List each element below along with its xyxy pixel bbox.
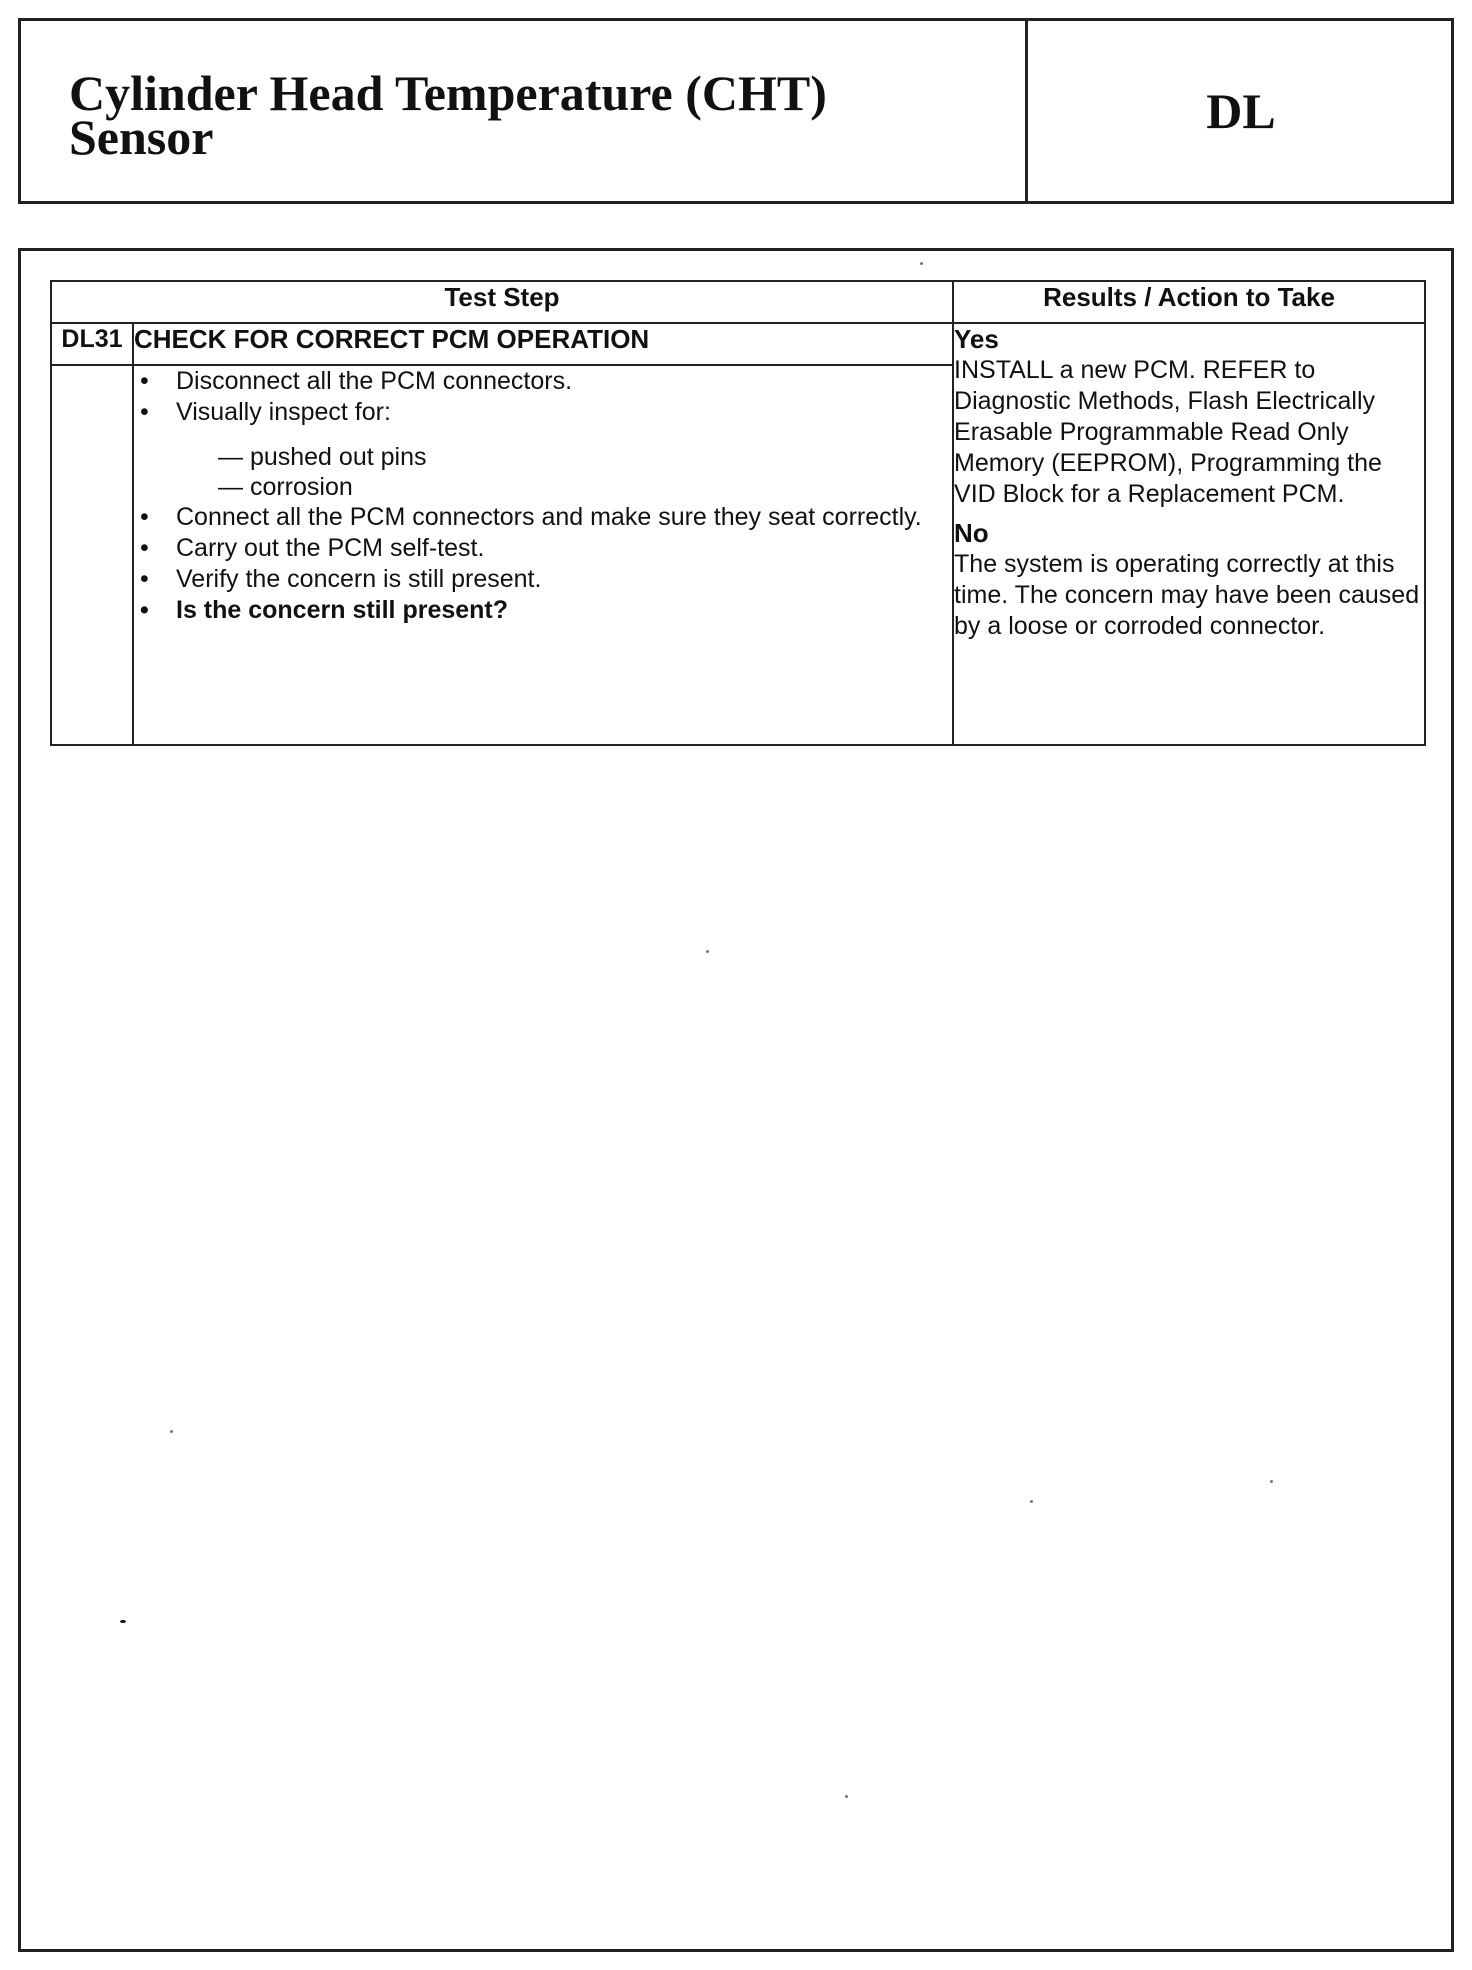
- title-line-2: Sensor: [69, 109, 214, 165]
- list-item: [134, 595, 952, 626]
- section-code: DL: [1206, 83, 1276, 139]
- scan-speck: [845, 1795, 848, 1798]
- bullet-glyph: •: [140, 503, 149, 531]
- bullet-glyph: •: [140, 367, 149, 395]
- yes-action: INSTALL a new PCM. REFER to Diagnostic Methods, Flash Electrically Erasable Programmable Read Only Memory (EEPROM), Programming the VID Block for a Replacement PCM.: [954, 356, 1382, 508]
- bullet-glyph: •: [140, 398, 149, 426]
- list-item: [134, 533, 952, 564]
- instruction-text: Visually inspect for:: [176, 398, 391, 426]
- step-heading-row: [51, 323, 1425, 365]
- bullet-glyph: •: [140, 596, 149, 624]
- scan-speck: [1030, 1500, 1033, 1503]
- results-cell: [953, 323, 1425, 745]
- page-title: [69, 65, 1009, 165]
- no-action: The system is operating correctly at this time. The concern may have been caused by a loose or corroded connector.: [954, 550, 1420, 640]
- bullet-glyph: •: [140, 565, 149, 593]
- column-header-test-step: Test Step: [51, 281, 953, 323]
- scan-speck: [920, 262, 923, 265]
- scan-speck: [1270, 1480, 1273, 1483]
- yes-label: Yes: [954, 324, 999, 354]
- step-body-spacer: [51, 365, 133, 745]
- list-item: [134, 502, 952, 533]
- no-label: No: [954, 518, 989, 548]
- step-code: DL31: [51, 323, 133, 365]
- instruction-text: Connect all the PCM connectors and make sure they seat correctly.: [176, 503, 922, 531]
- scan-speck: [170, 1430, 173, 1433]
- list-item: [134, 397, 952, 428]
- test-step-table: [50, 280, 1426, 746]
- header-box: [18, 18, 1454, 204]
- inspection-sublist: [134, 442, 952, 502]
- instruction-text: Verify the concern is still present.: [176, 565, 542, 593]
- title-line-1: Cylinder Head Temperature (CHT): [69, 65, 827, 121]
- sublist-item: — corrosion: [218, 473, 353, 501]
- instruction-text: Carry out the PCM self-test.: [176, 534, 485, 562]
- column-header-results: Results / Action to Take: [953, 281, 1425, 323]
- list-item: [134, 564, 952, 595]
- list-item: [134, 366, 952, 397]
- instruction-text: Disconnect all the PCM connectors.: [176, 367, 573, 395]
- step-instructions: [133, 365, 953, 745]
- scan-speck: [706, 950, 709, 953]
- sublist-item: — pushed out pins: [218, 443, 427, 471]
- step-question: Is the concern still present?: [176, 596, 509, 624]
- instruction-list: [134, 366, 952, 428]
- scan-speck: [120, 1620, 126, 1623]
- step-title: CHECK FOR CORRECT PCM OPERATION: [133, 323, 953, 365]
- instruction-list-continued: [134, 502, 952, 626]
- bullet-glyph: •: [140, 534, 149, 562]
- table-header-row: [51, 281, 1425, 323]
